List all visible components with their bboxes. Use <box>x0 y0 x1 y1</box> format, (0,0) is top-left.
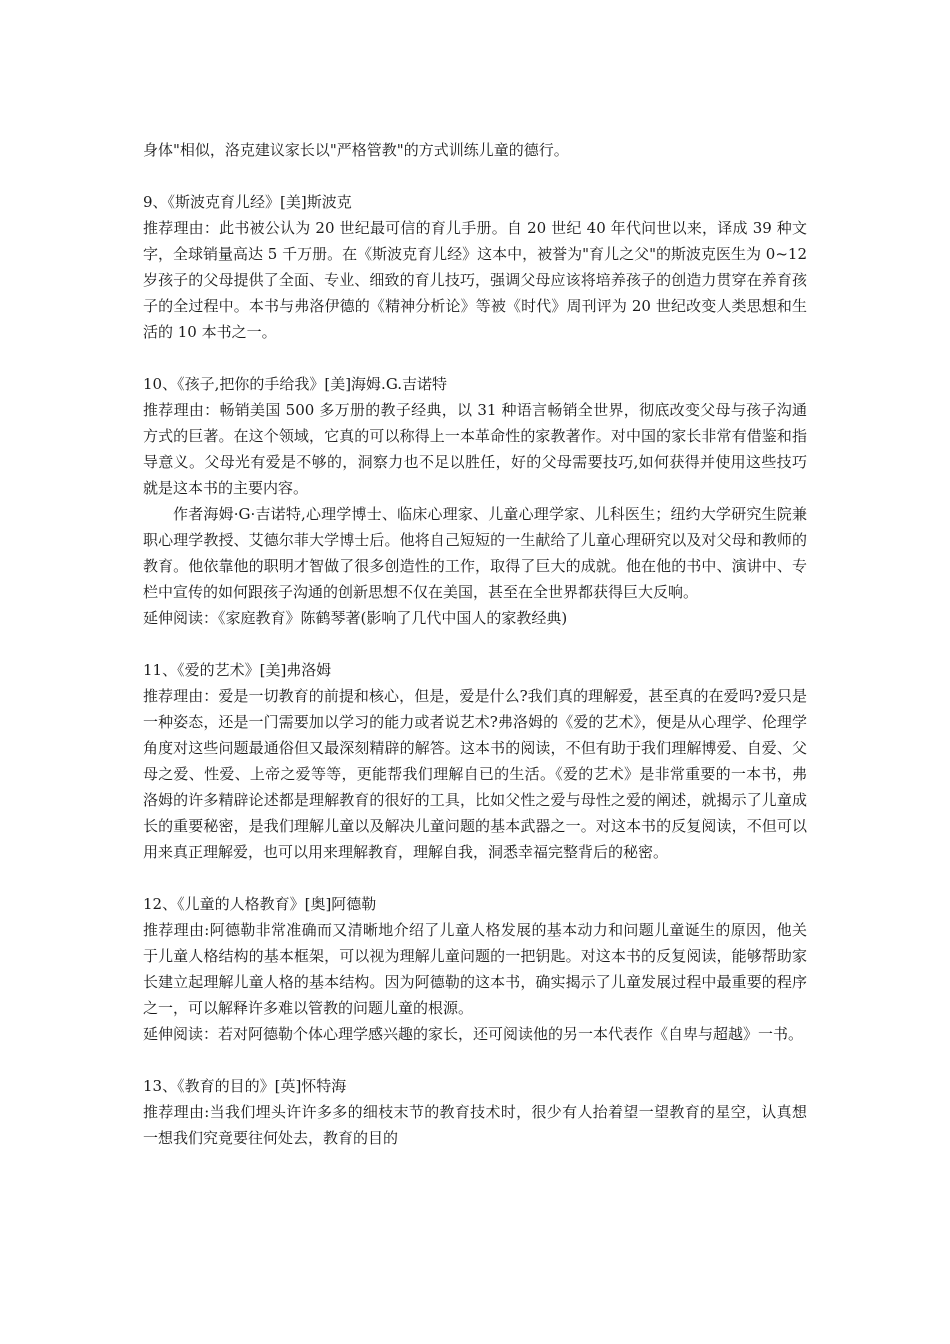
section-11-heading: 11、《爱的艺术》[美]弗洛姆 <box>143 661 332 679</box>
section-12-paragraph-1: 推荐理由:阿德勒非常准确而又清晰地介绍了儿童人格发展的基本动力和问题儿童诞生的原因，他关于儿童人格结构的基本框架，可以视为理解儿童问题的一把钥匙。对这本书的反复阅读，能够帮助家长建立起理解儿童人格的基本结构。因为阿德勒的这本书，确实揭示了儿童发展过程中最重要的程序之一，可以解释许多难以管教的问题儿童的根源。 <box>143 921 807 1017</box>
section-10-heading: 10、《孩子,把你的手给我》[美]海姆.G.吉诺特 <box>143 375 448 393</box>
section-10-paragraph-1: 推荐理由：畅销美国 500 多万册的教子经典，以 31 种语言畅销全世界，彻底改变父母与孩子沟通方式的巨著。在这个领域，它真的可以称得上一本革命性的家教著作。对中国的家长非常有借鉴和指导意义。父母光有爱是不够的，洞察力也不足以胜任，好的父母需要技巧,如何获得并使用这些技巧就是这本书的主要内容。 <box>143 401 807 497</box>
document-page <box>143 137 807 1151</box>
section-11-paragraph-1: 推荐理由：爱是一切教育的前提和核心，但是，爱是什么?我们真的理解爱，甚至真的在爱吗?爱只是一种姿态，还是一门需要加以学习的能力或者说艺术?弗洛姆的《爱的艺术》，便是从心理学、伦理学角度对这些问题最通俗但又最深刻精辟的解答。这本书的阅读，不但有助于我们理解博爱、自爱、父母之爱、性爱、上帝之爱等等，更能帮我们理解自已的生活。《爱的艺术》是非常重要的一本书，弗洛姆的许多精辟论述都是理解教育的很好的工具，比如父性之爱与母性之爱的阐述，就揭示了儿童成长的重要秘密，是我们理解儿童以及解决儿童问题的基本武器之一。对这本书的反复阅读，不但可以用来真正理解爱，也可以用来理解教育，理解自我，洞悉幸福完整背后的秘密。 <box>143 687 807 861</box>
section-12-heading: 12、《儿童的人格教育》[奥]阿德勒 <box>143 895 377 913</box>
section-9-paragraph-1: 推荐理由：此书被公认为 20 世纪最可信的育儿手册。自 20 世纪 40 年代问世以来，译成 39 种文字，全球销量高达 5 千万册。在《斯波克育儿经》这本中，被誉为"育儿之父"的斯波克医生为 0~12 岁孩子的父母提供了全面、专业、细致的育儿技巧，强调父母应该将培养孩子的创造力贯穿在养育孩子的全过程中。本书与弗洛伊德的《精神分析论》等被《时代》周刊评为 20 世纪改变人类思想和生活的 10 本书之一。 <box>143 219 807 341</box>
section-10-paragraph-3: 延伸阅读：《家庭教育》陈鹤琴著(影响了几代中国人的家教经典) <box>143 609 568 627</box>
intro-paragraph: 身体"相似，洛克建议家长以"严格管教"的方式训练儿童的德行。 <box>143 141 569 159</box>
section-9-heading: 9、《斯波克育儿经》[美]斯波克 <box>143 193 352 211</box>
section-13-heading: 13、《教育的目的》[英]怀特海 <box>143 1077 347 1095</box>
section-13-paragraph-1: 推荐理由:当我们埋头许许多多的细枝末节的教育技术时，很少有人抬着望一望教育的星空，认真想一想我们究竟要往何处去，教育的目的 <box>143 1103 807 1147</box>
section-12-paragraph-2: 延伸阅读：若对阿德勒个体心理学感兴趣的家长，还可阅读他的另一本代表作《自卑与超越》一书。 <box>143 1025 804 1043</box>
section-10-paragraph-2: 作者海姆·G·吉诺特,心理学博士、临床心理家、儿童心理学家、儿科医生；纽约大学研究生院兼职心理学教授、艾德尔菲大学博士后。他将自己短短的一生献给了儿童心理研究以及对父母和教师的教育。他依靠他的职明才智做了很多创造性的工作，取得了巨大的成就。他在他的书中、演讲中、专栏中宣传的如何跟孩子沟通的创新思想不仅在美国，甚至在全世界都获得巨大反响。 <box>143 505 807 601</box>
